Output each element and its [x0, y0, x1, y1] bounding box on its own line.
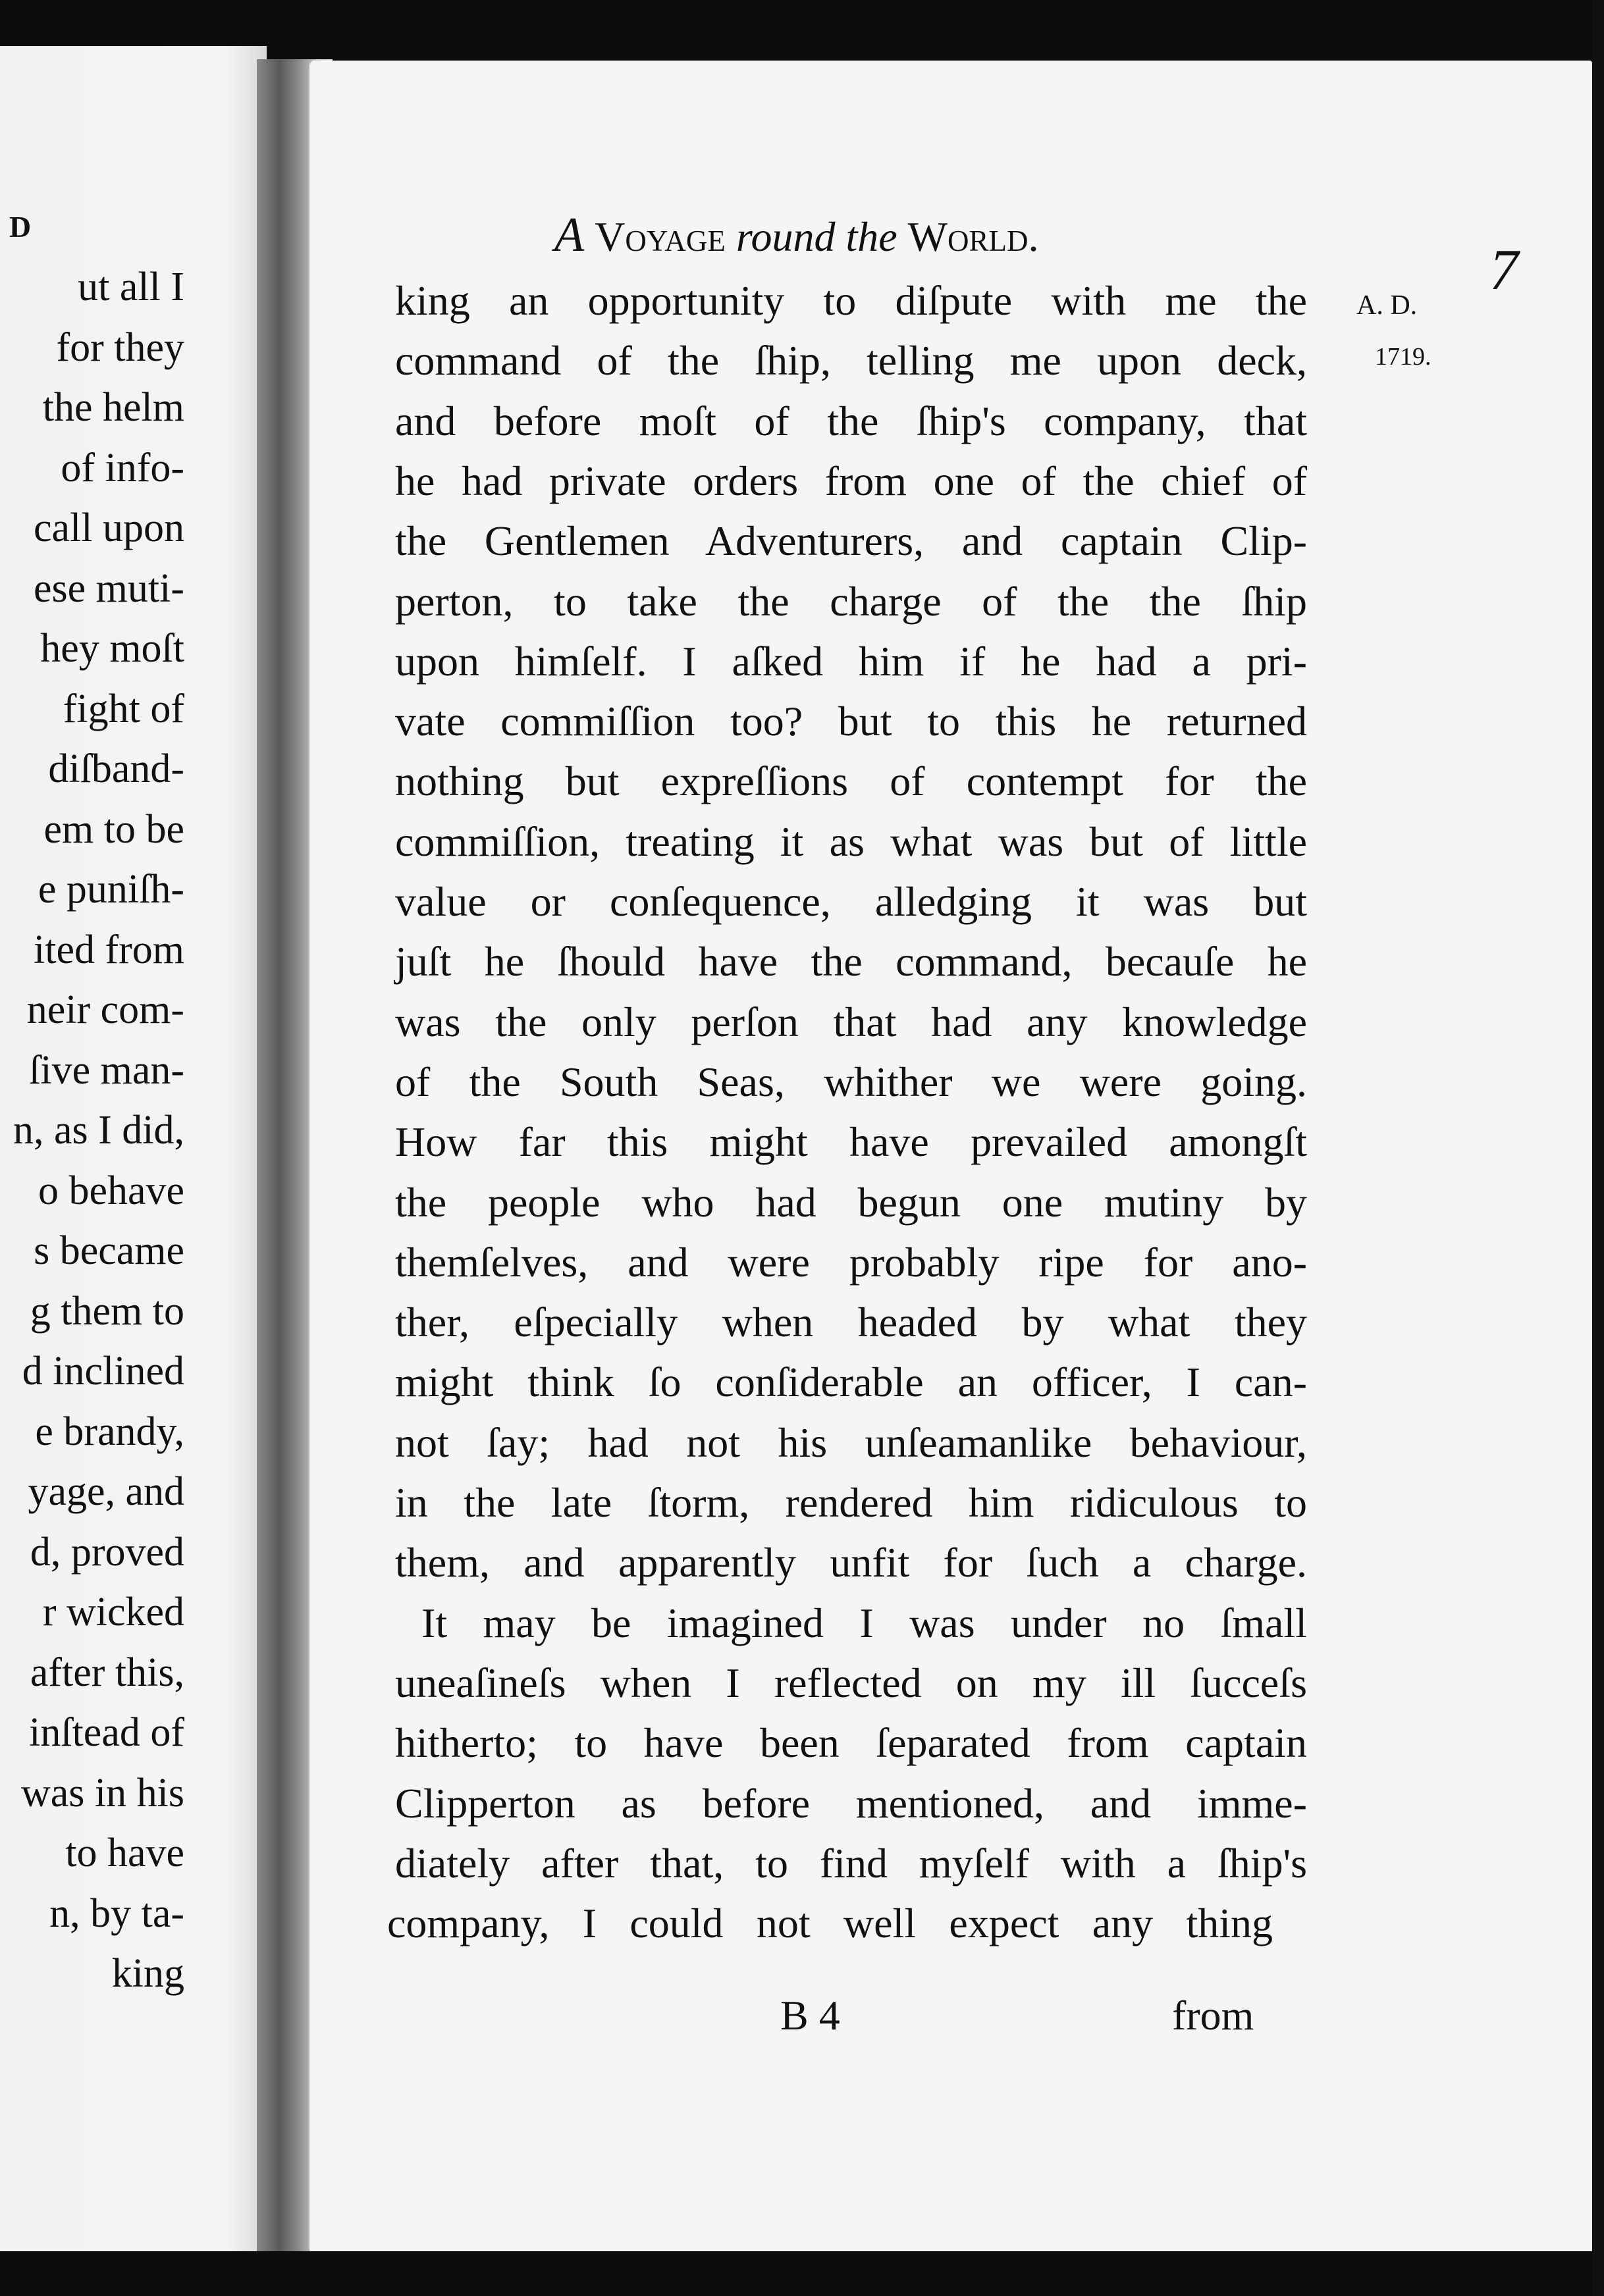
left-running-head-fragment: D: [9, 210, 32, 244]
running-head-voyage: Voyage: [595, 213, 726, 260]
left-page-line: ited from: [34, 927, 184, 972]
scan-border-right: [1592, 0, 1604, 2296]
body-line: hitherto; to have been ſeparated from captain: [395, 1719, 1307, 1767]
body-line: might think ſo conſiderable an officer, I can-: [395, 1359, 1307, 1406]
body-line: he had private orders from one of the chief of: [395, 457, 1307, 504]
left-page-line: ſive man-: [29, 1047, 184, 1093]
body-line: How far this might have prevailed amongſt: [395, 1118, 1307, 1166]
body-line: Clipperton as before mentioned, and imme-: [395, 1779, 1307, 1827]
running-head-world: World.: [907, 213, 1039, 260]
left-page-line: neir com-: [26, 987, 184, 1032]
body-line: value or conſequence, alledging it was but: [395, 878, 1307, 925]
running-head: [554, 207, 1039, 263]
catchword: from: [1172, 1992, 1254, 2039]
scan-border-bottom: [0, 2251, 1604, 2296]
left-page-line: e puniſh-: [38, 867, 184, 912]
left-page-line: n, as I did,: [13, 1108, 184, 1153]
body-line: vate commiſſion too? but to this he returned: [395, 698, 1307, 745]
body-line: company, I could not well expect any thing: [387, 1900, 1273, 1947]
left-page-line: s became: [34, 1228, 184, 1273]
left-page-line: r wicked: [42, 1590, 184, 1634]
left-page-line: d inclined: [22, 1349, 184, 1394]
left-page: [0, 46, 267, 2271]
body-line: king an opportunity to diſpute with me the: [395, 277, 1307, 324]
left-page-line: after this,: [30, 1650, 184, 1695]
running-head-article: A: [554, 208, 585, 262]
body-line: upon himſelf. I aſked him if he had a pri-: [395, 637, 1307, 685]
left-page-line: hey moſt: [40, 626, 184, 671]
left-page-line: yage, and: [28, 1469, 184, 1514]
body-line: uneaſineſs when I reflected on my ill ſucceſs: [395, 1659, 1307, 1706]
margin-note-year-label: A. D.: [1356, 290, 1418, 321]
body-line: them, and apparently unfit for ſuch a charge.: [395, 1539, 1307, 1586]
body-line: of the South Seas, whither we were going.: [395, 1058, 1307, 1105]
page-number: 7: [1489, 238, 1518, 302]
left-page-line: em to be: [43, 806, 184, 852]
left-page-line: e brandy,: [35, 1409, 184, 1454]
running-head-round-the: round the: [735, 213, 897, 260]
body-line: It may be imagined I was under no ſmall: [421, 1599, 1307, 1646]
left-page-line: was in his: [21, 1770, 184, 1815]
left-page-line: the helm: [42, 385, 184, 430]
left-page-line: call upon: [34, 506, 184, 550]
left-page-line: diſband-: [48, 746, 184, 791]
body-line: themſelves, and were probably ripe for ano-: [395, 1238, 1307, 1286]
margin-note-year: 1719.: [1375, 343, 1431, 371]
body-line: was the only perſon that had any knowledge: [395, 998, 1307, 1045]
left-page-line: king: [111, 1951, 184, 1996]
body-line: the people who had begun one mutiny by: [395, 1178, 1307, 1226]
body-line: ther, eſpecially when headed by what they: [395, 1299, 1307, 1346]
body-line: perton, to take the charge of the the ſhip: [395, 577, 1307, 625]
body-line: not ſay; had not his unſeamanlike behaviour,: [395, 1419, 1307, 1466]
signature-mark: B 4: [780, 1992, 840, 2039]
body-line: the Gentlemen Adventurers, and captain Clip-: [395, 517, 1307, 565]
body-line: diately after that, to find myſelf with a ſhip's: [395, 1839, 1307, 1887]
body-line: in the late ſtorm, rendered him ridiculous to: [395, 1479, 1307, 1526]
body-line: juſt he ſhould have the command, becauſe he: [395, 938, 1307, 985]
left-page-line: for they: [56, 325, 184, 370]
body-line: nothing but expreſſions of contempt for the: [395, 758, 1307, 805]
left-page-line: g them to: [30, 1288, 184, 1334]
left-page-line: o behave: [38, 1168, 184, 1213]
left-page-line: d, proved: [30, 1529, 184, 1575]
left-page-line: ese muti-: [34, 565, 184, 611]
left-page-line: n, by ta-: [49, 1891, 184, 1936]
body-line: commiſſion, treating it as what was but of little: [395, 818, 1307, 865]
body-line: and before moſt of the ſhip's company, that: [395, 397, 1307, 444]
left-page-line: inſtead of: [29, 1710, 184, 1755]
left-page-line: of info-: [61, 445, 184, 490]
left-page-line: fight of: [63, 686, 184, 731]
left-page-line: to have: [65, 1831, 184, 1875]
left-page-line: ut all I: [78, 265, 184, 309]
body-line: command of the ſhip, telling me upon deck,: [395, 337, 1307, 384]
